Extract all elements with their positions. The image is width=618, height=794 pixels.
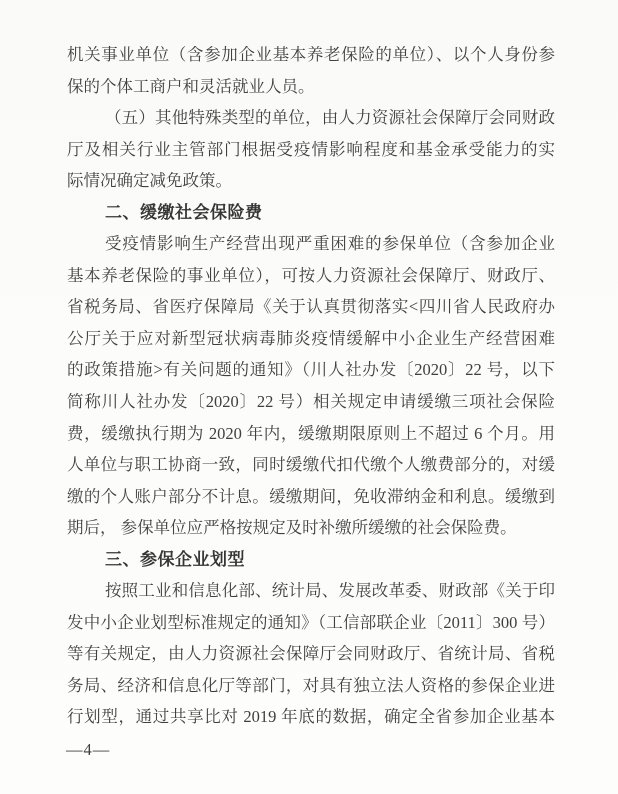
text-line: 公厅关于应对新型冠状病毒肺炎疫情缓解中小企业生产经营困难 <box>67 328 555 348</box>
text-line: 缴的个人账户部分不计息。缓缴期间，免收滞纳金和利息。缓缴到 <box>67 486 555 506</box>
text-line: 厅及相关行业主管部门根据受疫情影响程度和基金承受能力的实 <box>67 139 555 159</box>
text-line: 费，缓缴执行期为 2020 年内，缓缴期限原则上不超过 6 个月。用 <box>67 423 555 443</box>
text-line: 期后， 参保单位应严格按规定及时补缴所缓缴的社会保险费。 <box>67 518 517 538</box>
text-line: 保的个体工商户和灵活就业人员。 <box>67 76 315 96</box>
text-line: 基本养老保险的事业单位），可按人力资源社会保障厅、财政厅、 <box>67 265 555 285</box>
text-line: 按照工业和信息化部、统计局、发展改革委、财政部《关于印 <box>105 581 555 601</box>
text-line: （五）其他特殊类型的单位，由人力资源社会保障厅会同财政 <box>105 108 555 128</box>
text-line: 人单位与职工协商一致，同时缓缴代扣代缴个人缴费部分的，对缓 <box>67 455 555 475</box>
text-line: 行划型，通过共享比对 2019 年底的数据，确定全省参加企业基本 <box>67 707 555 727</box>
text-line: 机关事业单位（含参加企业基本养老保险的单位）、以个人身份参 <box>67 45 555 64</box>
text-line: 际情况确定减免政策。 <box>67 171 232 191</box>
document-body <box>67 39 555 733</box>
page-number: —4— <box>66 740 111 759</box>
text-line: 受疫情影响生产经营出现严重困难的参保单位（含参加企业 <box>105 234 555 254</box>
text-line: 务局、经济和信息化厅等部门，对具有独立法人资格的参保企业进 <box>67 675 555 695</box>
text-line: 省税务局、省医疗保障局《关于认真贯彻落实<四川省人民政府办 <box>67 297 555 317</box>
heading-section-3: 三、参保企业划型 <box>105 549 245 569</box>
heading-section-2: 二、缓缴社会保险费 <box>105 202 263 222</box>
text-line: 的政策措施>有关问题的通知》（川人社办发〔2020〕22 号，以下 <box>67 360 555 380</box>
text-line: 等有关规定，由人力资源社会保障厅会同财政厅、省统计局、省税 <box>67 644 555 664</box>
text-line: 发中小企业划型标准规定的通知》（工信部联企业〔2011〕300 号） <box>67 612 555 632</box>
text-line: 简称川人社办发〔2020〕22 号）相关规定申请缓缴三项社会保险 <box>67 392 555 412</box>
